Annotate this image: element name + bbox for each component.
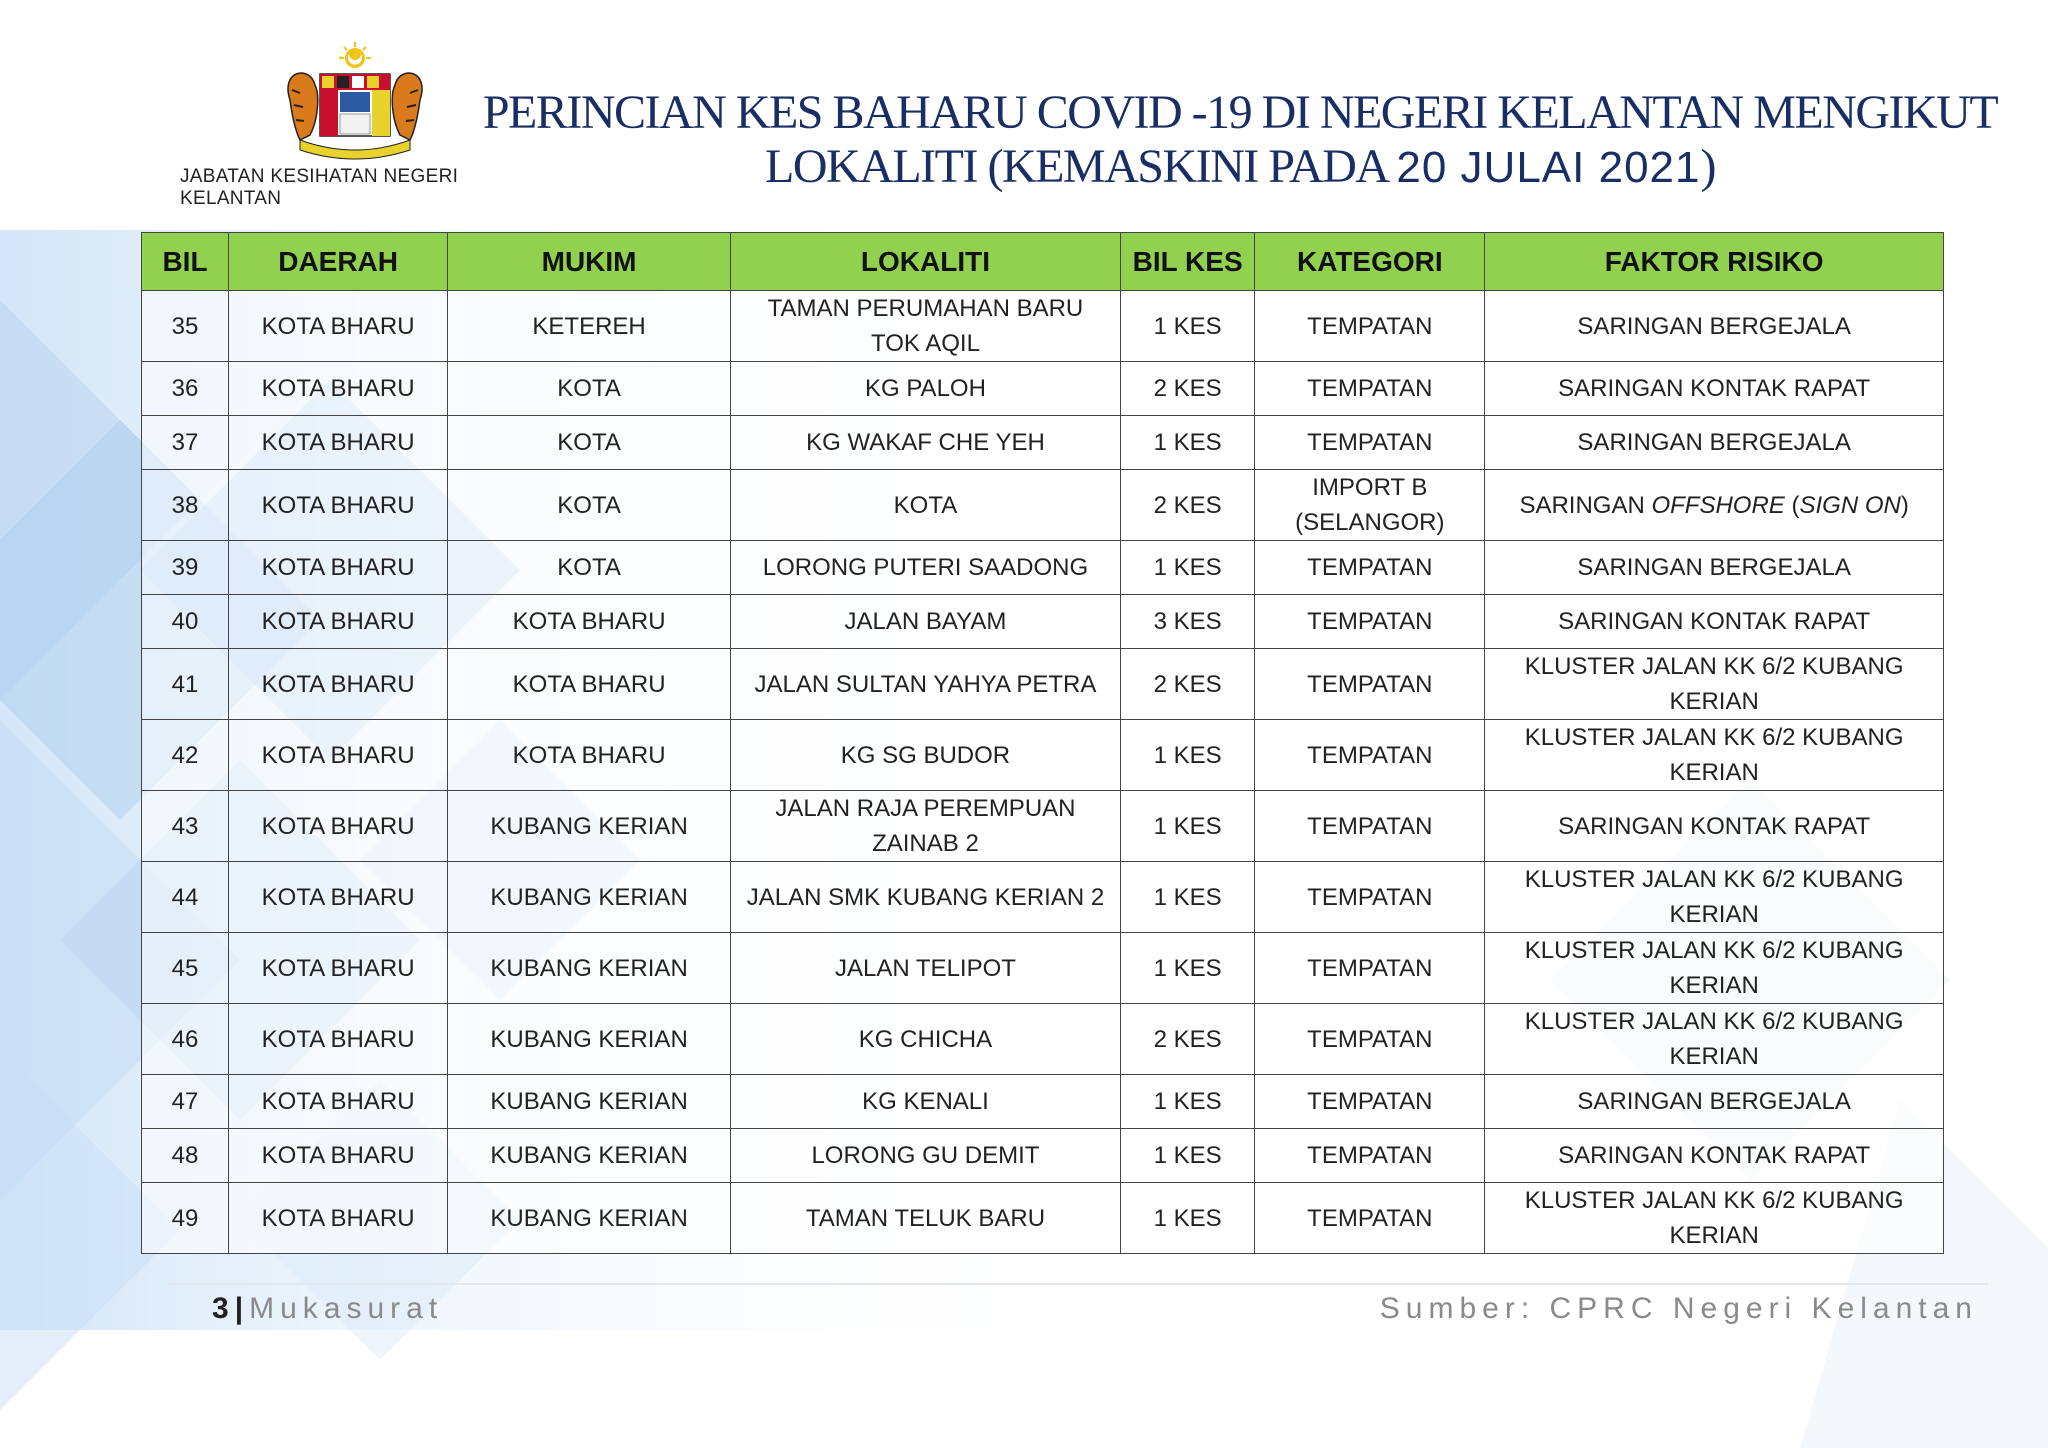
title-line-2-prefix: LOKALITI (KEMASKINI PADA — [765, 140, 1386, 193]
cell-bil-kes: 1 KES — [1120, 416, 1254, 470]
cell-bil-kes: 1 KES — [1120, 791, 1254, 862]
cell-mukim: KUBANG KERIAN — [448, 1004, 731, 1075]
table-row — [142, 1004, 1944, 1075]
cell-bil: 39 — [142, 541, 229, 595]
cases-table — [141, 232, 1944, 1254]
cell-lokaliti: KG PALOH — [730, 362, 1120, 416]
cell-bil: 35 — [142, 291, 229, 362]
page-label: Mukasurat — [249, 1292, 444, 1325]
cell-lokaliti: JALAN RAJA PEREMPUAN ZAINAB 2 — [730, 791, 1120, 862]
cell-bil-kes: 1 KES — [1120, 1129, 1254, 1183]
cell-lokaliti: JALAN SMK KUBANG KERIAN 2 — [730, 862, 1120, 933]
cell-mukim: KUBANG KERIAN — [448, 1075, 731, 1129]
cell-lokaliti: JALAN TELIPOT — [730, 933, 1120, 1004]
cell-bil-kes: 1 KES — [1120, 720, 1254, 791]
cell-daerah: KOTA BHARU — [229, 1183, 448, 1254]
cell-faktor-risiko: KLUSTER JALAN KK 6/2 KUBANG KERIAN — [1485, 1004, 1944, 1075]
cell-mukim: KOTA BHARU — [448, 595, 731, 649]
cell-lokaliti: KG CHICHA — [730, 1004, 1120, 1075]
table-row — [142, 1075, 1944, 1129]
cell-kategori: TEMPATAN — [1255, 362, 1485, 416]
header-daerah: DAERAH — [229, 233, 448, 291]
cell-bil-kes: 1 KES — [1120, 862, 1254, 933]
table-row — [142, 720, 1944, 791]
cell-daerah: KOTA BHARU — [229, 862, 448, 933]
cell-bil: 36 — [142, 362, 229, 416]
cell-lokaliti: TAMAN TELUK BARU — [730, 1183, 1120, 1254]
cell-lokaliti: LORONG PUTERI SAADONG — [730, 541, 1120, 595]
cell-bil-kes: 1 KES — [1120, 1183, 1254, 1254]
cell-mukim: KUBANG KERIAN — [448, 791, 731, 862]
header-bil: BIL — [142, 233, 229, 291]
cell-faktor-risiko: KLUSTER JALAN KK 6/2 KUBANG KERIAN — [1485, 933, 1944, 1004]
table-row — [142, 1129, 1944, 1183]
cell-bil-kes: 1 KES — [1120, 933, 1254, 1004]
cell-lokaliti: JALAN BAYAM — [730, 595, 1120, 649]
cell-mukim: KUBANG KERIAN — [448, 862, 731, 933]
table-row — [142, 791, 1944, 862]
cell-lokaliti: KG KENALI — [730, 1075, 1120, 1129]
cell-bil: 43 — [142, 791, 229, 862]
cell-faktor-risiko: SARINGAN BERGEJALA — [1485, 541, 1944, 595]
faktor-text-sign-on: SIGN ON — [1799, 491, 1901, 519]
faktor-text-post: ) — [1900, 491, 1909, 519]
cell-faktor-risiko: SARINGAN KONTAK RAPAT — [1485, 791, 1944, 862]
cell-faktor-risiko: SARINGAN KONTAK RAPAT — [1485, 362, 1944, 416]
cell-lokaliti: KG WAKAF CHE YEH — [730, 416, 1120, 470]
table-row — [142, 1183, 1944, 1254]
table-row — [142, 649, 1944, 720]
cell-kategori: IMPORT B (SELANGOR) — [1255, 470, 1485, 541]
cell-mukim: KUBANG KERIAN — [448, 1129, 731, 1183]
cell-bil-kes: 2 KES — [1120, 470, 1254, 541]
cell-daerah: KOTA BHARU — [229, 933, 448, 1004]
cell-daerah: KOTA BHARU — [229, 595, 448, 649]
cell-daerah: KOTA BHARU — [229, 416, 448, 470]
title-line-2-suffix: ) — [1700, 140, 1715, 193]
cell-faktor-risiko: KLUSTER JALAN KK 6/2 KUBANG KERIAN — [1485, 862, 1944, 933]
title-line-2 — [480, 140, 2000, 195]
cell-daerah: KOTA BHARU — [229, 470, 448, 541]
cell-bil: 44 — [142, 862, 229, 933]
cell-mukim: KOTA — [448, 416, 731, 470]
cell-daerah: KOTA BHARU — [229, 649, 448, 720]
cell-mukim: KUBANG KERIAN — [448, 1183, 731, 1254]
footer-divider — [170, 1283, 1988, 1285]
cell-daerah: KOTA BHARU — [229, 791, 448, 862]
cell-mukim: KOTA — [448, 470, 731, 541]
cell-faktor-risiko: SARINGAN BERGEJALA — [1485, 416, 1944, 470]
cell-bil: 40 — [142, 595, 229, 649]
cell-kategori: TEMPATAN — [1255, 720, 1485, 791]
title-line-1: PERINCIAN KES BAHARU COVID -19 DI NEGERI KELANTAN MENGIKUT — [482, 86, 1998, 139]
cell-kategori: TEMPATAN — [1255, 291, 1485, 362]
page-title — [480, 86, 2000, 195]
header-kategori: KATEGORI — [1255, 233, 1485, 291]
cell-faktor-risiko: KLUSTER JALAN KK 6/2 KUBANG KERIAN — [1485, 649, 1944, 720]
table-row — [142, 470, 1944, 541]
table-row — [142, 933, 1944, 1004]
department-name: JABATAN KESIHATAN NEGERI KELANTAN — [180, 166, 459, 209]
cell-mukim: KOTA BHARU — [448, 649, 731, 720]
cell-kategori: TEMPATAN — [1255, 862, 1485, 933]
cell-bil: 49 — [142, 1183, 229, 1254]
cell-faktor-risiko: SARINGAN KONTAK RAPAT — [1485, 1129, 1944, 1183]
cell-bil-kes: 1 KES — [1120, 1075, 1254, 1129]
faktor-text-pre: SARINGAN — [1519, 491, 1652, 519]
cell-faktor-risiko: SARINGAN KONTAK RAPAT — [1485, 595, 1944, 649]
cell-faktor-risiko: KLUSTER JALAN KK 6/2 KUBANG KERIAN — [1485, 1183, 1944, 1254]
cell-bil-kes: 2 KES — [1120, 362, 1254, 416]
cell-daerah: KOTA BHARU — [229, 1004, 448, 1075]
table-row — [142, 362, 1944, 416]
cell-bil-kes: 2 KES — [1120, 1004, 1254, 1075]
table-row — [142, 416, 1944, 470]
cell-daerah: KOTA BHARU — [229, 1129, 448, 1183]
title-date: 20 JULAI 2021 — [1396, 143, 1701, 192]
cell-faktor-risiko: KLUSTER JALAN KK 6/2 KUBANG KERIAN — [1485, 720, 1944, 791]
cell-lokaliti: JALAN SULTAN YAHYA PETRA — [730, 649, 1120, 720]
cell-kategori: TEMPATAN — [1255, 1183, 1485, 1254]
cell-mukim: KUBANG KERIAN — [448, 933, 731, 1004]
cell-kategori: TEMPATAN — [1255, 595, 1485, 649]
cell-lokaliti: KG SG BUDOR — [730, 720, 1120, 791]
cell-lokaliti: LORONG GU DEMIT — [730, 1129, 1120, 1183]
cell-bil-kes: 2 KES — [1120, 649, 1254, 720]
cell-bil: 42 — [142, 720, 229, 791]
cell-kategori: TEMPATAN — [1255, 416, 1485, 470]
cell-mukim: KOTA — [448, 362, 731, 416]
table-row — [142, 862, 1944, 933]
cell-lokaliti: TAMAN PERUMAHAN BARU TOK AQIL — [730, 291, 1120, 362]
cell-bil-kes: 1 KES — [1120, 291, 1254, 362]
cell-kategori: TEMPATAN — [1255, 791, 1485, 862]
header-lokaliti: LOKALITI — [730, 233, 1120, 291]
cell-faktor-risiko: SARINGAN BERGEJALA — [1485, 291, 1944, 362]
cell-mukim: KETEREH — [448, 291, 731, 362]
table-header-row — [142, 233, 1944, 291]
cell-daerah: KOTA BHARU — [229, 541, 448, 595]
cell-kategori: TEMPATAN — [1255, 1075, 1485, 1129]
table-row — [142, 595, 1944, 649]
cell-lokaliti: KOTA — [730, 470, 1120, 541]
header-faktor-risiko: FAKTOR RISIKO — [1485, 233, 1944, 291]
header-mukim: MUKIM — [448, 233, 731, 291]
cell-bil-kes: 1 KES — [1120, 541, 1254, 595]
cell-bil: 41 — [142, 649, 229, 720]
cell-daerah: KOTA BHARU — [229, 1075, 448, 1129]
cell-faktor-risiko — [1485, 470, 1944, 541]
cell-bil: 37 — [142, 416, 229, 470]
cell-bil: 47 — [142, 1075, 229, 1129]
header-bil-kes: BIL KES — [1120, 233, 1254, 291]
cell-daerah: KOTA BHARU — [229, 291, 448, 362]
malaysia-coat-of-arms-icon — [270, 40, 440, 165]
table-row — [142, 541, 1944, 595]
cell-daerah: KOTA BHARU — [229, 720, 448, 791]
page-number: 3 — [212, 1292, 229, 1325]
cell-kategori: TEMPATAN — [1255, 541, 1485, 595]
table-row — [142, 291, 1944, 362]
cell-bil: 45 — [142, 933, 229, 1004]
faktor-text-offshore: OFFSHORE — [1651, 491, 1785, 519]
cell-kategori: TEMPATAN — [1255, 649, 1485, 720]
page-indicator — [212, 1292, 443, 1326]
faktor-text-mid: ( — [1784, 491, 1800, 519]
cell-kategori: TEMPATAN — [1255, 1129, 1485, 1183]
source-credit: Sumber: CPRC Negeri Kelantan — [1379, 1292, 1978, 1325]
cell-daerah: KOTA BHARU — [229, 362, 448, 416]
cell-bil: 38 — [142, 470, 229, 541]
cell-kategori: TEMPATAN — [1255, 1004, 1485, 1075]
cell-bil: 46 — [142, 1004, 229, 1075]
cell-faktor-risiko: SARINGAN BERGEJALA — [1485, 1075, 1944, 1129]
cell-mukim: KOTA BHARU — [448, 720, 731, 791]
cell-kategori: TEMPATAN — [1255, 933, 1485, 1004]
cell-bil: 48 — [142, 1129, 229, 1183]
page-separator: | — [234, 1292, 244, 1325]
cell-bil-kes: 3 KES — [1120, 595, 1254, 649]
cell-mukim: KOTA — [448, 541, 731, 595]
